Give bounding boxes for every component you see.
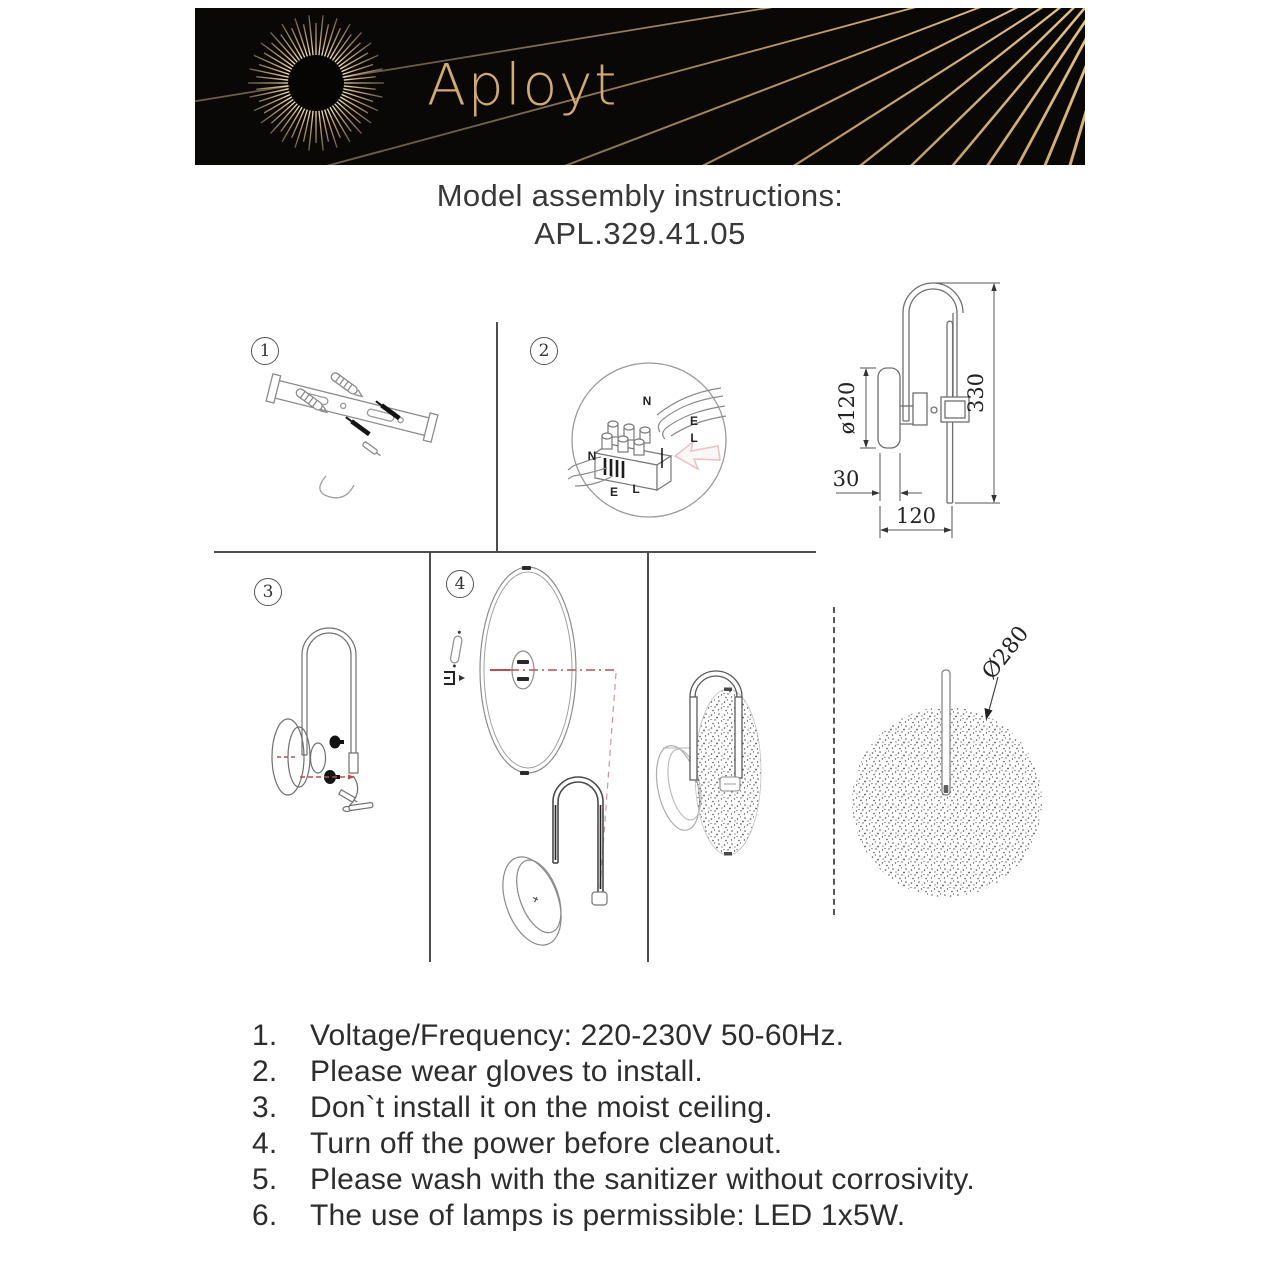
sunburst-logo-icon <box>241 8 391 158</box>
instruction-text: The use of lamps is permissible: LED 1x5W. <box>310 1199 906 1232</box>
brand-banner <box>195 8 1085 165</box>
step-3-mounting-diagram <box>255 600 385 830</box>
dimension-side-view <box>808 258 1098 558</box>
divider-vertical-2 <box>429 551 431 962</box>
step-1-number: 1 <box>259 341 271 361</box>
fastener-icon <box>449 630 463 668</box>
instruction-number: 6. <box>252 1199 278 1232</box>
tube-front <box>942 670 950 795</box>
dim-height: 330 <box>964 372 988 414</box>
instruction-item <box>252 1018 1082 1054</box>
pin-icon <box>362 441 382 457</box>
instruction-item <box>252 1090 1082 1126</box>
instruction-item <box>252 1162 1082 1198</box>
wire-label-l2: L <box>632 482 640 496</box>
step-2-badge <box>530 337 558 365</box>
logo-center-dot <box>289 56 343 110</box>
shade-disc <box>695 689 761 855</box>
instruction-item <box>252 1198 1082 1234</box>
step-4-shade-diagram <box>432 556 650 966</box>
page-title: Model assembly instructions: <box>436 178 844 213</box>
dim-base-depth: 30 <box>832 467 860 491</box>
clip-part <box>320 476 354 498</box>
wire-label-l: L <box>690 431 698 445</box>
wire-label-e: E <box>689 414 699 428</box>
step-1-bracket-diagram <box>230 330 480 530</box>
wire-label-n: N <box>642 394 652 408</box>
dim-shade-diameter: Ø280 <box>977 621 1035 685</box>
divider-dashed <box>833 607 835 915</box>
step-2-number: 2 <box>538 341 550 361</box>
instruction-text: Please wear gloves to install. <box>310 1055 703 1088</box>
front-view-diagram <box>845 620 1075 915</box>
wire-label-e2: E <box>609 485 619 499</box>
dim-base-diameter: ø120 <box>835 381 859 435</box>
step-2-wiring-diagram <box>565 358 735 526</box>
instruction-number: 4. <box>252 1127 278 1160</box>
lamp-frame <box>553 777 607 905</box>
base-ring <box>492 849 573 954</box>
instruction-item <box>252 1054 1082 1090</box>
instruction-number: 1. <box>252 1019 278 1052</box>
wire-label-n2: N <box>587 449 597 463</box>
instruction-number: 3. <box>252 1091 278 1124</box>
instruction-text: Don`t install it on the moist ceiling. <box>310 1091 773 1124</box>
instruction-text: Turn off the power before cleanout. <box>310 1127 783 1160</box>
brand-name: Aployt <box>427 52 618 119</box>
step-4-number: 4 <box>454 574 466 594</box>
bracket-glyph <box>444 672 454 684</box>
instruction-text: Please wash with the sanitizer without corrosivity. <box>310 1163 975 1196</box>
model-number: APL.329.41.05 <box>534 216 746 251</box>
dim-width: 120 <box>895 504 937 528</box>
instruction-number: 2. <box>252 1055 278 1088</box>
instruction-number: 5. <box>252 1163 278 1196</box>
step-3-number: 3 <box>262 582 274 602</box>
divider-vertical-1 <box>496 322 498 552</box>
instruction-list <box>252 1018 1082 1234</box>
divider-horizontal <box>214 551 816 553</box>
assembled-lamp-view <box>645 660 780 860</box>
instruction-text: Voltage/Frequency: 220-230V 50-60Hz. <box>310 1019 845 1052</box>
direction-arrow-icon <box>675 442 720 469</box>
instruction-item <box>252 1126 1082 1162</box>
